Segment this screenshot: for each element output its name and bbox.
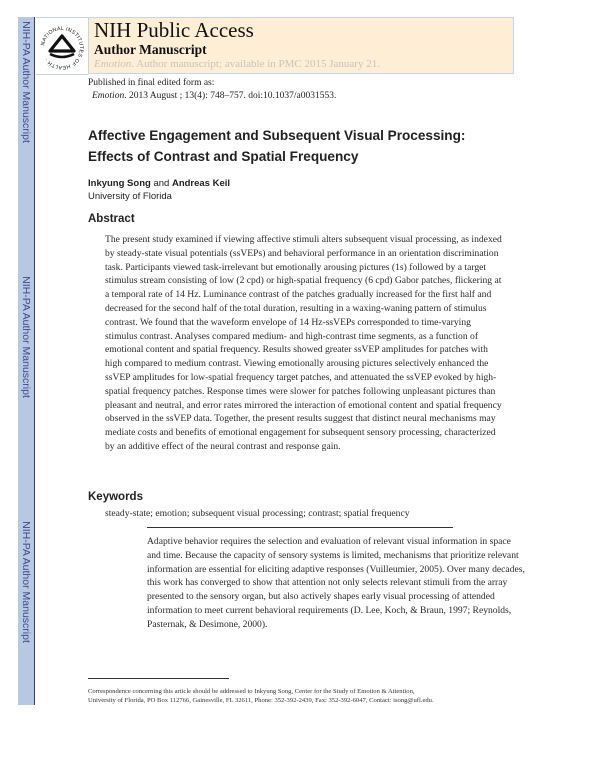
header-subtitle: Author Manuscript xyxy=(94,42,207,57)
author-1: Inkyung Song xyxy=(88,178,151,189)
keywords-heading: Keywords xyxy=(88,491,143,503)
abstract-heading: Abstract xyxy=(88,213,135,225)
svg-text:NATIONAL INSTITUTES OF HEALTH: NATIONAL INSTITUTES OF HEALTH · xyxy=(40,25,85,71)
nih-pa-sidebar-strip xyxy=(18,17,35,705)
keywords-text: steady-state; emotion; subsequent visual processing; contrast; spatial frequency xyxy=(105,508,410,519)
author-names: Inkyung Song and Andreas Keil xyxy=(88,178,231,189)
introduction-text: Adaptive behavior requires the selection and evaluation of relevant visual information in space and time. Because the capacity of sensory systems is limited, mechanisms that prioritize relevant information are essential for eliciting adaptive responses (Vuilleumier, 2005). Over many decades, this work has converged to show that attention not only selects relevant stimuli from the array presented to the sensory organ, but also actively shapes early visual processing of attended information to meet current behavioral requirements (D. Lee, Koch, & Braun, 1997; Reynolds, Pasternak, & Desimone, 2000). xyxy=(147,536,525,630)
author-block xyxy=(88,177,230,203)
correspondence-footnote: Correspondence concerning this article should be addressed to Inkyung Song, Center for the Study of Emotion & Attention, University of Florida, PO Box 112766, Gainesville, FL 32611, Phone: 352-392-2439, Fax: 352-392-6047, Contact: isong@ufl.edu. xyxy=(88,688,434,704)
header-title: NIH Public Access xyxy=(94,18,254,42)
nih-public-access-header xyxy=(88,17,514,74)
footnote-divider xyxy=(88,678,229,679)
section-divider xyxy=(147,527,453,528)
nih-seal-icon xyxy=(36,18,88,74)
affiliation: University of Florida xyxy=(88,191,172,202)
article-title: Affective Engagement and Subsequent Visual Processing: Effects of Contrast and Spatial Frequency xyxy=(88,128,466,164)
header-availability: Emotion. Author manuscript; available in PMC 2015 January 21. xyxy=(94,58,380,70)
publication-info xyxy=(88,77,336,103)
author-2: Andreas Keil xyxy=(171,178,231,189)
nih-logo xyxy=(36,17,88,75)
journal-name: Emotion xyxy=(92,91,125,101)
abstract-text: The present study examined if viewing affective stimuli alters subsequent visual processing, as indexed by steady-state visual potentials (ssVEPs) and behavioral performance in an orientation discrimination task. Participants viewed task-irrelevant but emotionally arousing pictures (1s) followed by a target stimulus stream consisting of low (2 cpd) or high-spatial frequency (6 cpd) Gabor patches, flickering at a temporal rate of 14 Hz. Luminance contrast of the patches gradually increased for the first half and decreased for the second half of the total duration, resulting in a waxing-waning pattern of stimulus contrast. We found that the waveform envelope of 14 Hz-ssVEPs corresponded to time-varying stimulus contrast. Analyses compared medium- and high-contrast time segments, as a function of emotional content and spatial frequency. Results showed greater ssVEP amplitudes for patches with high compared to medium contrast. Viewing emotionally arousing pictures selectively enhanced the ssVEP amplitudes for low-spatial frequency target patches, and attenuated the ssVEP evoked by high-spatial frequency patches. Response times were slower for patches following unpleasant pictures than pleasant and neutral, and error rates mirrored the interaction of emotional content and spatial frequency observed in the ssVEP data. Together, the present results suggest that distinct neural mechanisms may mediate costs and benefits of emotional engagement for subsequent sensory processing, characterized by an additive effect of the neural contrast and response gain. xyxy=(105,234,502,452)
published-label: Published in final edited form as: xyxy=(88,78,215,88)
citation: Emotion. 2013 August ; 13(4): 748–757. doi:10.1037/a0031553. xyxy=(92,91,337,101)
sidebar-label-1: NIH-PA Author Manuscript xyxy=(20,21,32,143)
sidebar-label-3: NIH-PA Author Manuscript xyxy=(20,521,32,643)
sidebar-label-2: NIH-PA Author Manuscript xyxy=(20,276,32,398)
